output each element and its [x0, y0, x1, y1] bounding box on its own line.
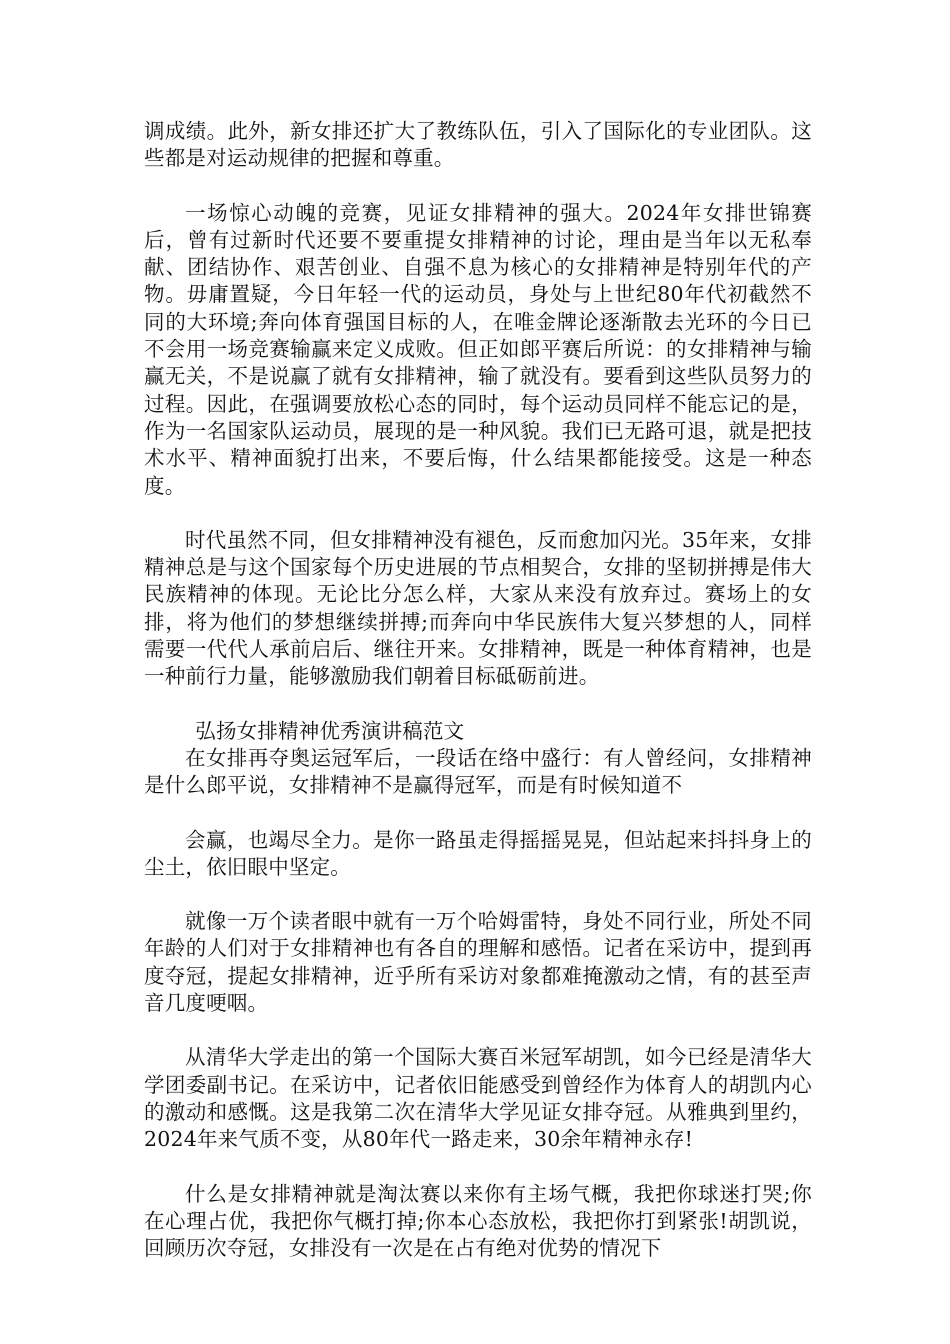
paragraph-speech-continuation: 会赢，也竭尽全力。是你一路虽走得摇摇晃晃，但站起来抖抖身上的尘土，依旧眼中坚定。	[144, 827, 812, 879]
document-body	[144, 118, 812, 1262]
paragraph-volleyball-spirit-strength: 一场惊心动魄的竞赛，见证女排精神的强大。2024年女排世锦赛后，曾有过新时代还要不要重提女排精神的讨论，理由是当年以无私奉献、团结协作、艰苦创业、自强不息为核心的女排精神是特别年代的产物。毋庸置疑，今日年轻一代的运动员，身处与上世纪80年代初截然不同的大环境;奔向体育强国目标的人，在唯金牌论逐渐散去光环的今日已不会用一场竞赛输赢来定义成败。但正如郎平赛后所说：的女排精神与输赢无关，不是说赢了就有女排精神，输了就没有。要看到这些队员努力的过程。因此，在强调要放松心态的同时，每个运动员同样不能忘记的是，作为一名国家队运动员，展现的是一种风貌。我们已无路可退，就是把技术水平、精神面貌打出来，不要后悔，什么结果都能接受。这是一种态度。	[144, 200, 812, 498]
paragraph-what-is-spirit: 什么是女排精神就是淘汰赛以来你有主场气概，我把你球迷打哭;你在心理占优，我把你气概打掉;你本心态放松，我把你打到紧张!胡凯说，回顾历次夺冠，女排没有一次是在占有绝对优势的情况下	[144, 1181, 812, 1261]
paragraph-hamlet: 就像一万个读者眼中就有一万个哈姆雷特，身处不同行业，所处不同年龄的人们对于女排精神也有各自的理解和感悟。记者在采访中，提到再度夺冠，提起女排精神，近乎所有采访对象都难掩激动之情，有的甚至声音几度哽咽。	[144, 909, 812, 1016]
paragraph-era-spirit: 时代虽然不同，但女排精神没有褪色，反而愈加闪光。35年来，女排精神总是与这个国家每个历史进展的节点相契合，女排的坚韧拼搏是伟大民族精神的体现。无论比分怎么样，大家从来没有放弃过。赛场上的女排，将为他们的梦想继续拼搏;而奔向中华民族伟大复兴梦想的人，同样需要一代代人承前启后、继往开来。女排精神，既是一种体育精神，也是一种前行力量，能够激励我们朝着目标砥砺前进。	[144, 527, 812, 689]
paragraph-continuation: 调成绩。此外，新女排还扩大了教练队伍，引入了国际化的专业团队。这些都是对运动规律的把握和尊重。	[144, 119, 812, 171]
paragraph-speech-intro: 在女排再夺奥运冠军后，一段话在络中盛行：有人曾经问，女排精神是什么郎平说，女排精神不是赢得冠军，而是有时候知道不	[144, 745, 812, 798]
section-title: 弘扬女排精神优秀演讲稿范文	[195, 718, 465, 743]
paragraph-hu-kai: 从清华大学走出的第一个国际大赛百米冠军胡凯，如今已经是清华大学团委副书记。在采访中，记者依旧能感受到曾经作为体育人的胡凯内心的激动和感慨。这是我第二次在清华大学见证女排夺冠。从雅典到里约，2024年来气质不变，从80年代一路走来，30余年精神永存!	[144, 1045, 812, 1152]
